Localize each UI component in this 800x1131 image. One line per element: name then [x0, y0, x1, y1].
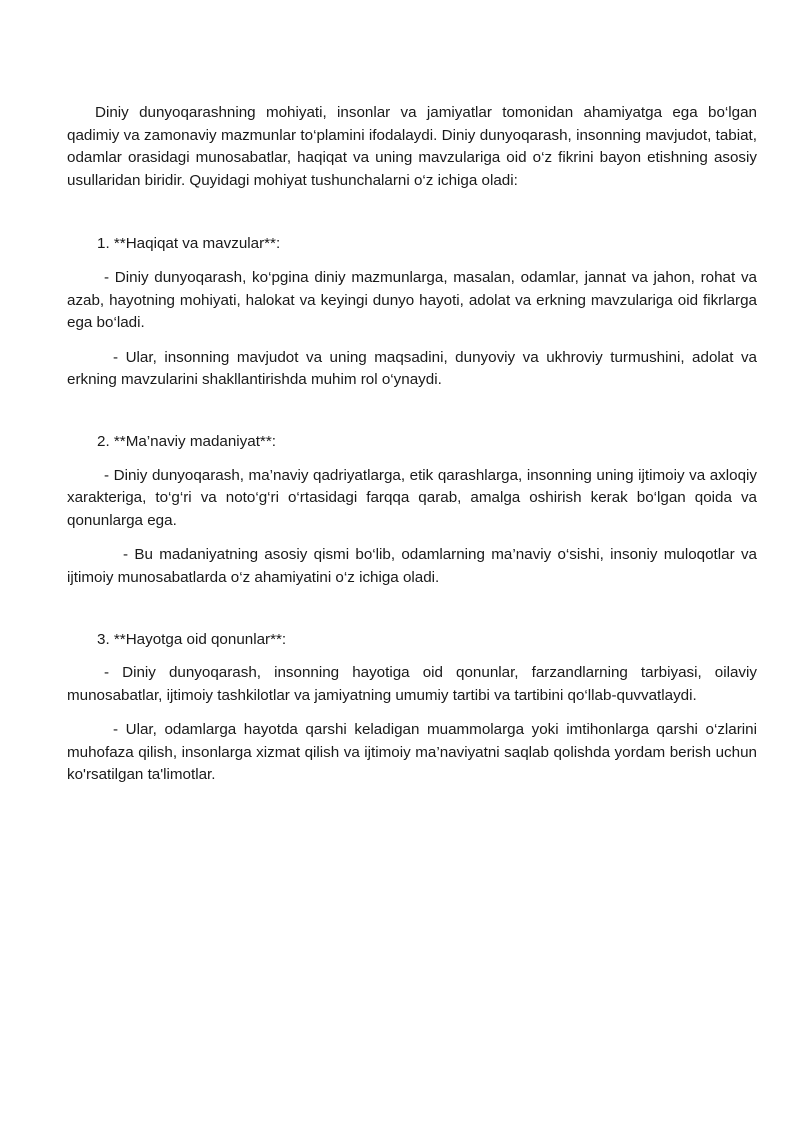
section-2-paragraph-1: - Diniy dunyoqarash, ma’naviy qadriyatlarga, etik qarashlarga, insonning uning ijtimoiy va axloqiy xarakteriga, to‘g‘ri va noto‘g‘ri o‘rtasidagi farqqa qarab, amalga oshirish kerak bo‘lgan qoida va qonunlarga ega. — [67, 466, 757, 529]
document-page — [67, 102, 757, 787]
intro-paragraph: Diniy dunyoqarashning mohiyati, insonlar va jamiyatlar tomonidan ahamiyatga ega bo‘lgan qadimiy va zamonaviy mazmunlar to‘plamini ifodalaydi. Diniy dunyoqarash, insonning mavjudot, tabiat, odamlar orasidagi munosabatlar, haqiqat va uning mavzulariga oid o‘z fikrini bayon etishning asosiy usullaridan biridir. Quyidagi mohiyat tushunchalarni o‘z ichiga oladi: — [67, 104, 757, 189]
section-1-heading: 1. **Haqiqat va mavzular**: — [97, 235, 281, 253]
section-3-paragraph-2: - Ular, odamlarga hayotda qarshi keladigan muammolarga yoki imtihonlarga qarshi o‘zlarini muhofaza qilish, insonlarga xizmat qilish va ijtimoiy ma’naviyatni saqlab qolishda yordam berish uchun ko'rsatilgan ta'limotlar. — [67, 721, 757, 784]
section-1-paragraph-1: - Diniy dunyoqarash, ko‘pgina diniy mazmunlarga, masalan, odamlar, jannat va jahon, rohat va azab, hayotning mohiyati, halokat va keyingi dunyo hayoti, adolat va erkning mavzulariga oid fikrlarga ega bo‘ladi. — [67, 268, 757, 332]
section-3-heading: 3. **Hayotga oid qonunlar**: — [97, 630, 287, 648]
section-2-heading: 2. **Ma’naviy madaniyat**: — [97, 432, 276, 450]
section-3-paragraph-1: - Diniy dunyoqarash, insonning hayotiga oid qonunlar, farzandlarning tarbiyasi, oilaviy munosabatlar, ijtimoiy tashkilotlar va jamiyatning umumiy tartibi va tartibini qo‘llab-quvvatlaydi. — [67, 664, 757, 704]
section-2-paragraph-2: - Bu madaniyatning asosiy qismi bo‘lib, odamlarning ma’naviy o‘sishi, insoniy muloqotlar va ijtimoiy munosabatlarda o‘z ahamiyatini o‘z ichiga oladi. — [67, 546, 757, 586]
section-1-paragraph-2: - Ular, insonning mavjudot va uning maqsadini, dunyoviy va ukhroviy turmushini, adolat va erkning mavzularini shakllantirishda muhim rol o‘ynaydi. — [67, 348, 757, 389]
